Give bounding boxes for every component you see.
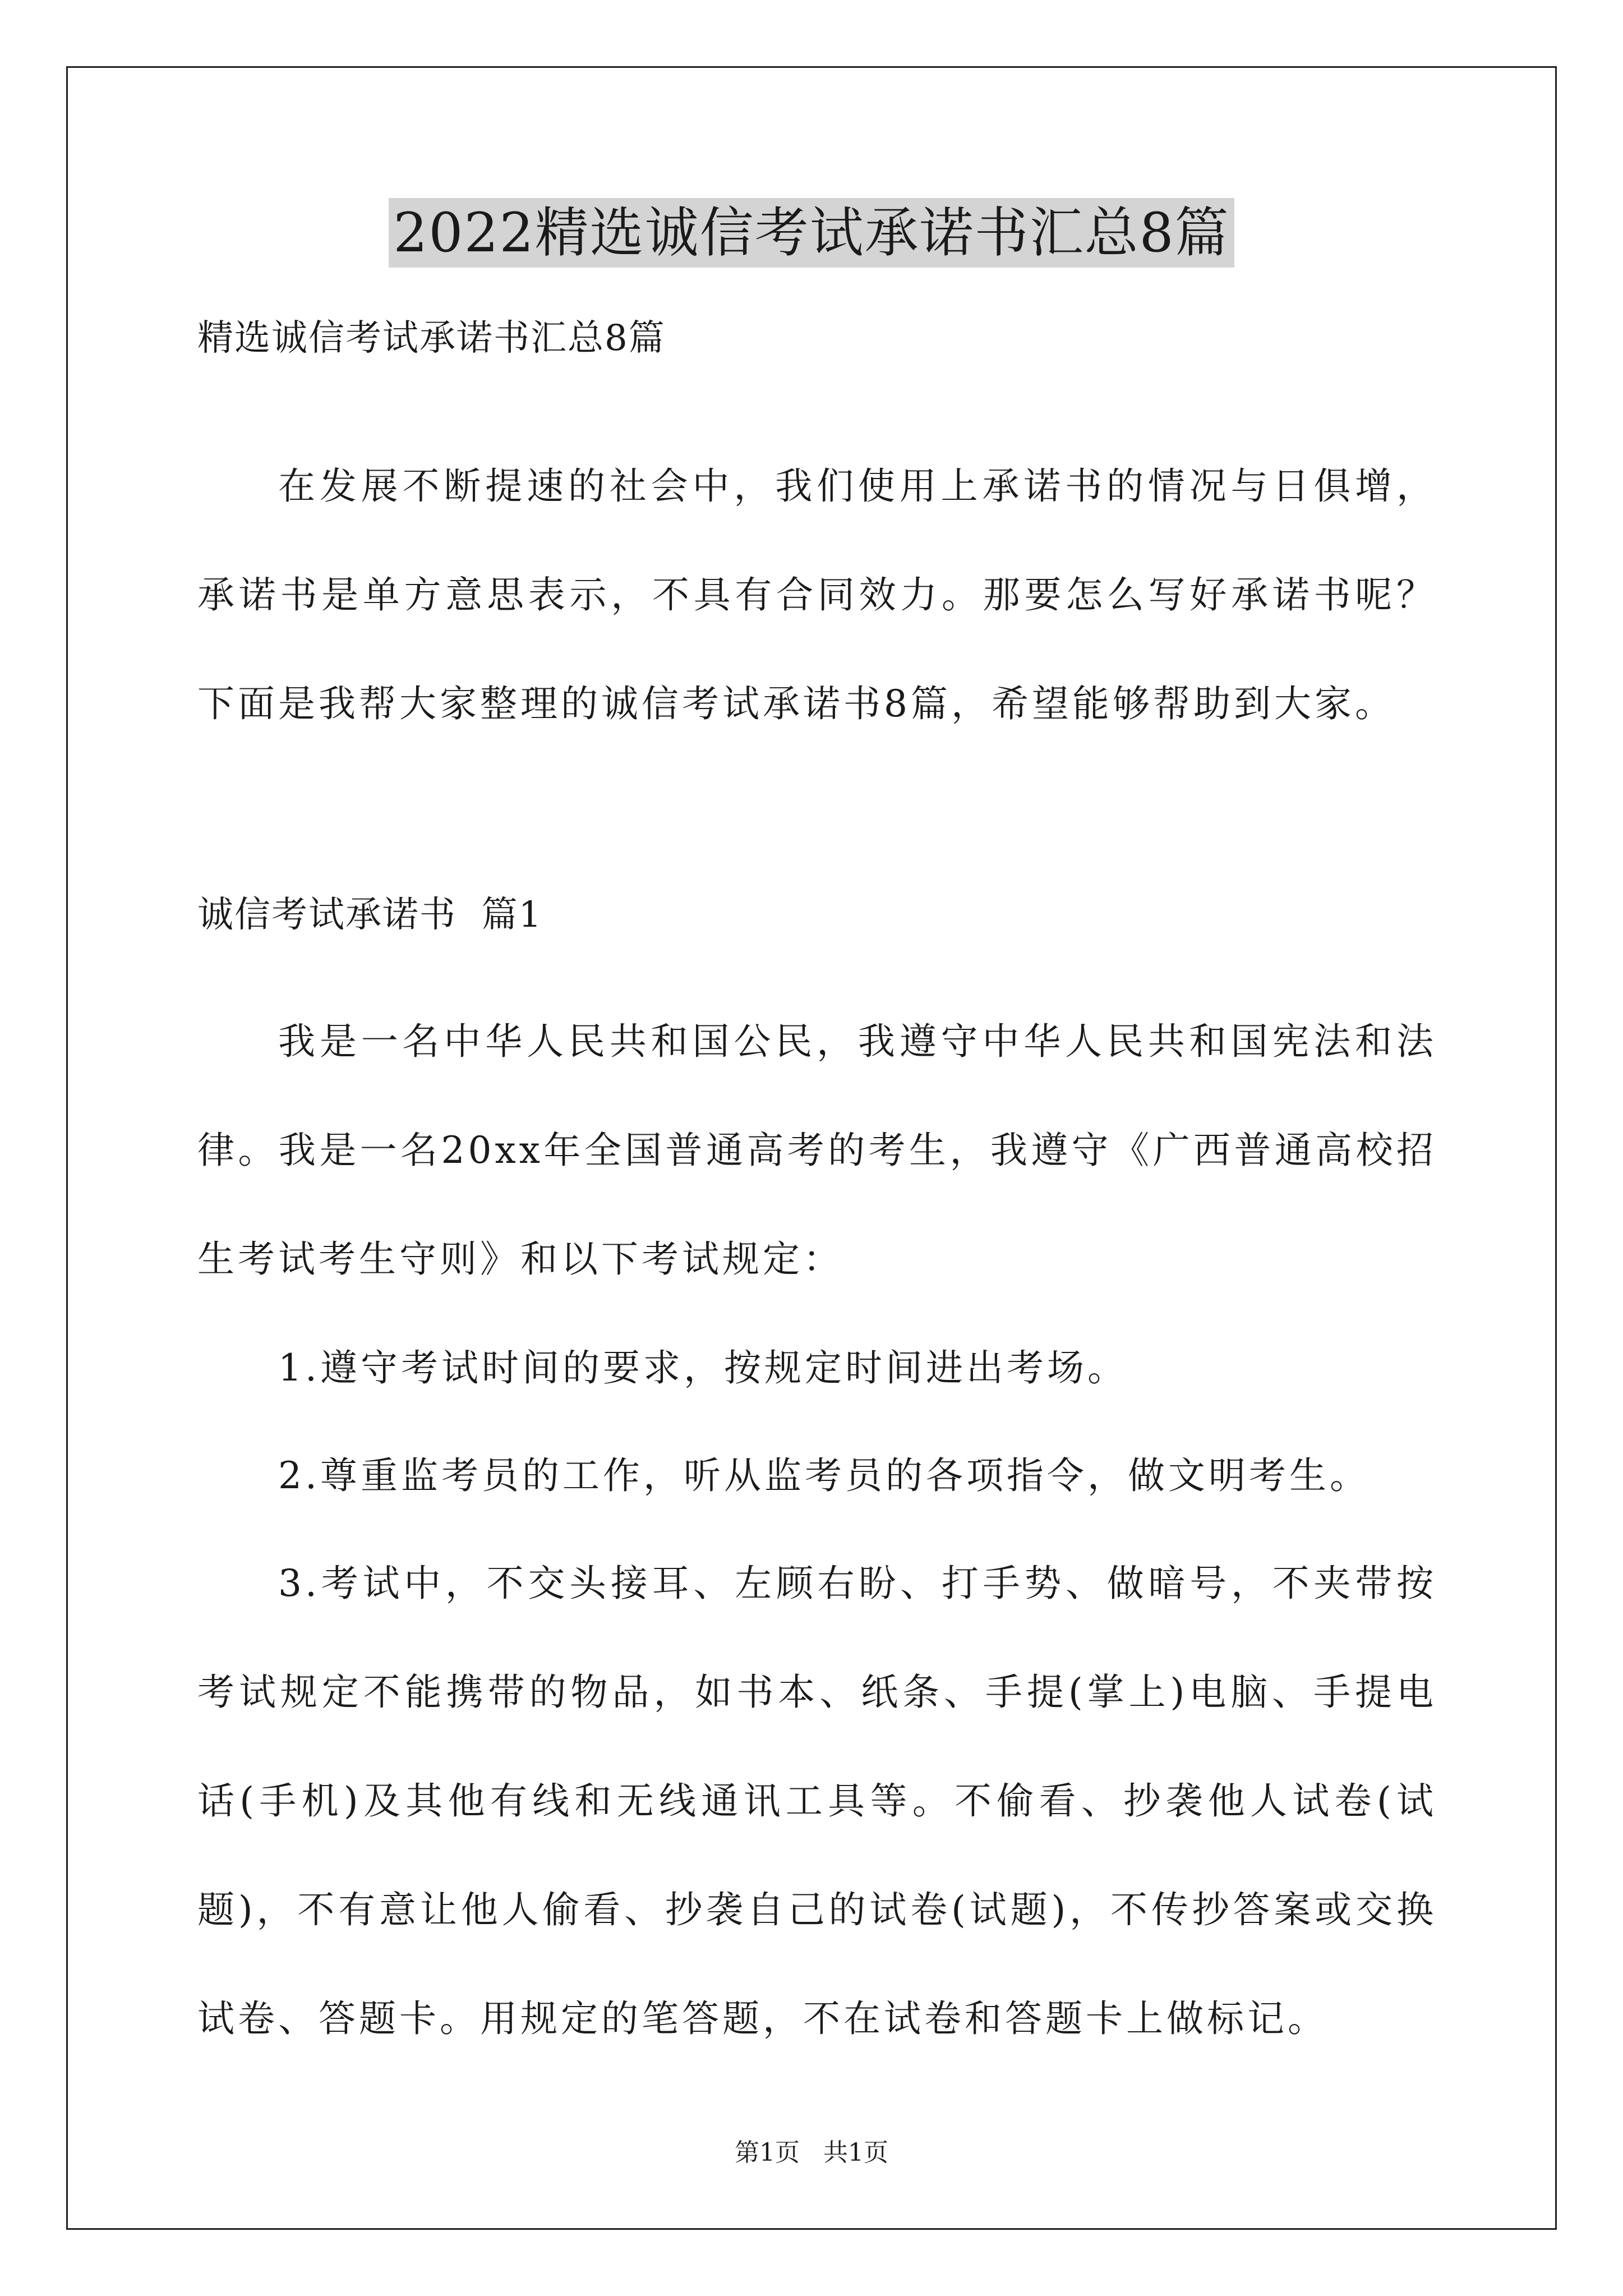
document-title <box>0 191 1623 275</box>
paragraph-2: 1.遵守考试时间的要求，按规定时间进出考场。 <box>278 1346 1128 1389</box>
page-footer: 第1页 共1页 <box>735 2138 888 2167</box>
intro-paragraph: 在发展不断提速的社会中，我们使用上承诺书的情况与日俱增，承诺书是单方意思表示，不具有合同效力。那要怎么写好承诺书呢？下面是我帮大家整理的诚信考试承诺书8篇，希望能够帮助到大家。 <box>197 464 1437 725</box>
paragraph-1: 我是一名中华人民共和国公民，我遵守中华人民共和国宪法和法律。我是一名20xx年全国普通高考的考生，我遵守《广西普通高校招生考试考生守则》和以下考试规定： <box>197 1020 1437 1281</box>
paragraph-3: 2.尊重监考员的工作，听从监考员的各项指令，做文明考生。 <box>278 1454 1370 1497</box>
document-subtitle: 精选诚信考试承诺书汇总8篇 <box>197 318 666 359</box>
section-heading: 诚信考试承诺书 篇1 <box>197 894 543 936</box>
document-title-text: 2022精选诚信考试承诺书汇总8篇 <box>389 198 1234 268</box>
paragraph-4: 3.考试中，不交头接耳、左顾右盼、打手势、做暗号，不夹带按考试规定不能携带的物品，如书本、纸条、手提(掌上)电脑、手提电话(手机)及其他有线和无线通讯工具等。不偷看、抄袭他人试卷(试题)，不有意让他人偷看、抄袭自己的试卷(试题)，不传抄答案或交换试卷、答题卡。用规定的笔答题，不在试卷和答题卡上做标记。 <box>197 1562 1437 2040</box>
